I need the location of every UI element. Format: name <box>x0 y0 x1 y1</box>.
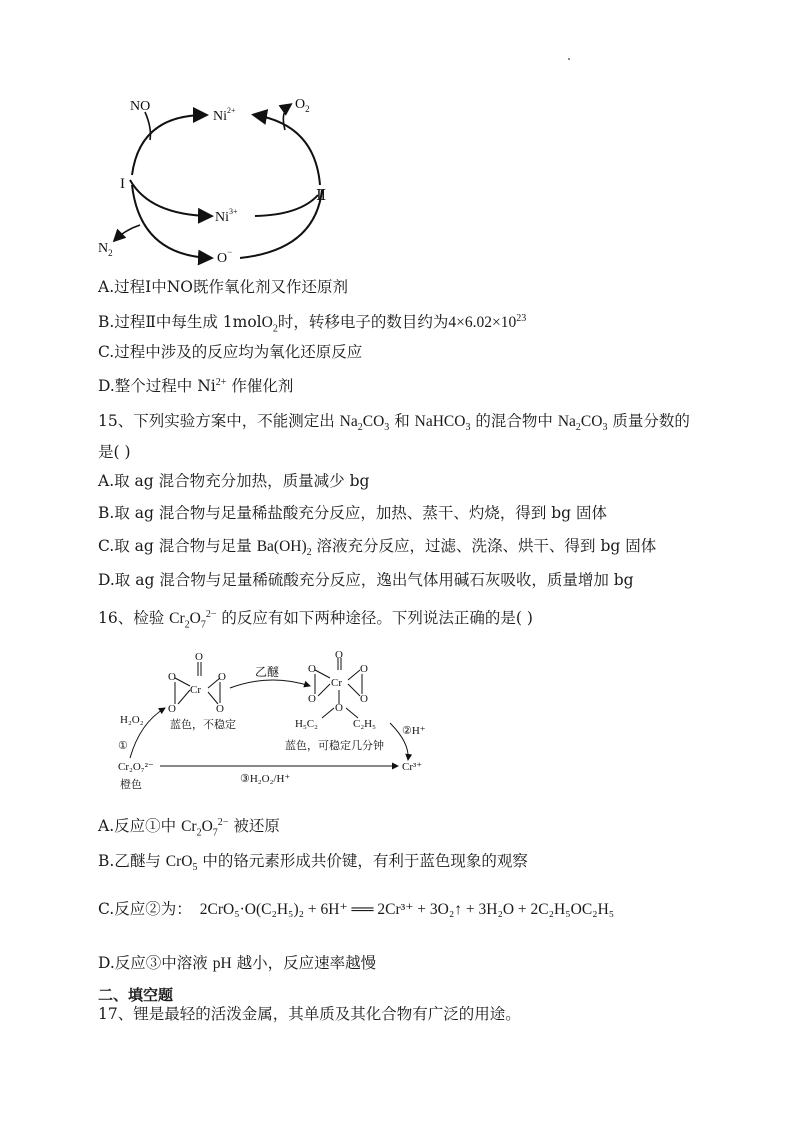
q15-stem-line2: 是( ) <box>98 443 131 461</box>
label-blue-stable: 蓝色，可稳定几分钟 <box>285 740 384 752</box>
svg-text:O: O <box>360 693 368 705</box>
q15-option-c: C.取 ag 混合物与足量 $Ba(OH)_2$ 溶液充分反应，过滤、洗涤、烘干、得到 bg 固体 <box>98 537 657 559</box>
q14-option-c: C.过程中涉及的反应均为氧化还原反应 <box>98 343 363 361</box>
arc-i-to-ni2 <box>132 115 205 175</box>
svg-text:O: O <box>168 703 176 715</box>
label-i: I <box>120 176 125 192</box>
cro5-pathway-diagram <box>110 648 440 798</box>
cr-left: Cr <box>190 684 201 696</box>
q16-option-c: C.反应②为： 2CrO₅·O(C₂H₅)₂ + 6H⁺ ══ 2Cr³⁺ + 3O₂↑ + 3H₂O + 2C₂H₅OC₂H₅ <box>98 900 615 918</box>
arc-ni3-to-ii <box>255 195 318 216</box>
q16-option-a: A.反应①中 $Cr_2O_7^{2-}$ 被还原 <box>98 817 280 839</box>
arc-i-to-ni3 <box>130 180 210 216</box>
label-blue-unstable: 蓝色，不稳定 <box>170 719 236 731</box>
page-dot <box>568 58 570 60</box>
q15-stem: 15、下列实验方案中，不能测定出 $Na_2CO_3$ 和 NaHCO$_3$ 的混合物中 $Na_2CO_3$ 质量分数的 <box>98 412 690 434</box>
cro5-structure-left <box>175 662 220 704</box>
svg-text:O: O <box>218 671 226 683</box>
label-ni3: $Ni^{3+}$ <box>215 207 238 225</box>
q15-option-d: D.取 ag 混合物与足量稀硫酸充分反应，逸出气体用碱石灰吸收，质量增加 bg <box>98 571 634 589</box>
q14-option-a: A.过程Ⅰ中NO既作氧化剂又作还原剂 <box>98 278 349 296</box>
svg-text:O: O <box>308 693 316 705</box>
arc-ominus-to-ii <box>240 190 322 258</box>
q15-option-b: B.取 ag 混合物与足量稀盐酸充分反应，加热、蒸干、灼烧，得到 bg 固体 <box>98 504 608 522</box>
q14-option-b: B.过程Ⅱ中每生成 1molO$_2$时，转移电子的数目约为$4\times 6.02\times 10^{23}$ <box>98 313 527 335</box>
label-ni2: $Ni^{2+}$ <box>213 106 236 124</box>
label-step2: ②H⁺ <box>402 725 426 737</box>
label-step3: ③H₂O₂/H⁺ <box>240 773 291 785</box>
q15-option-a: A.取 ag 混合物充分加热，质量减少 bg <box>98 472 370 490</box>
label-ii: Ⅱ <box>316 188 327 204</box>
label-cr3: Cr³⁺ <box>402 761 423 773</box>
arc-ii-to-ni2 <box>255 115 320 185</box>
q16-stem: 16、检验 $Cr_2O_7^{2-}$ 的反应有如下两种途径。下列说法正确的是( ) <box>98 609 533 631</box>
cr-right: Cr <box>331 677 342 689</box>
svg-text:O: O <box>335 702 343 714</box>
svg-text:O: O <box>195 651 203 663</box>
label-orange: 橙色 <box>120 779 142 791</box>
ether-arrow <box>230 680 310 688</box>
label-step1: ① <box>118 740 128 752</box>
label-cr2o7: Cr₂O₇²⁻ <box>118 761 154 773</box>
section-title: 二、填空题 <box>98 986 174 1004</box>
q14-option-d: D.整个过程中 $Ni^{2+}$ 作催化剂 <box>98 377 294 396</box>
svg-text:O: O <box>335 649 343 661</box>
svg-text:H₅C₂: H₅C₂ <box>295 718 318 730</box>
label-h2o2: H₂O₂ <box>120 714 144 726</box>
label-o2: $O_2$ <box>295 97 310 114</box>
svg-text:O: O <box>308 663 316 675</box>
svg-text:O: O <box>168 671 176 683</box>
label-ether: 乙醚 <box>255 665 280 679</box>
label-no: NO <box>130 99 151 114</box>
q17-stem: 17、锂是最轻的活泼金属，其单质及其化合物有广泛的用途。 <box>98 1005 521 1023</box>
n2-exit <box>115 225 140 240</box>
svg-text:O: O <box>216 703 224 715</box>
label-n2: $N_2$ <box>98 241 113 258</box>
label-ominus: O− <box>217 247 233 266</box>
q16-option-b: B.乙醚与 CrO$_5$ 中的铬元素形成共价键，有利于蓝色现象的观察 <box>98 852 528 874</box>
q16-option-d: D.反应③中溶液 pH 越小，反应速率越慢 <box>98 954 377 972</box>
ni-cycle-diagram <box>90 90 350 270</box>
svg-text:O: O <box>360 663 368 675</box>
svg-text:C₂H₅: C₂H₅ <box>353 718 376 730</box>
